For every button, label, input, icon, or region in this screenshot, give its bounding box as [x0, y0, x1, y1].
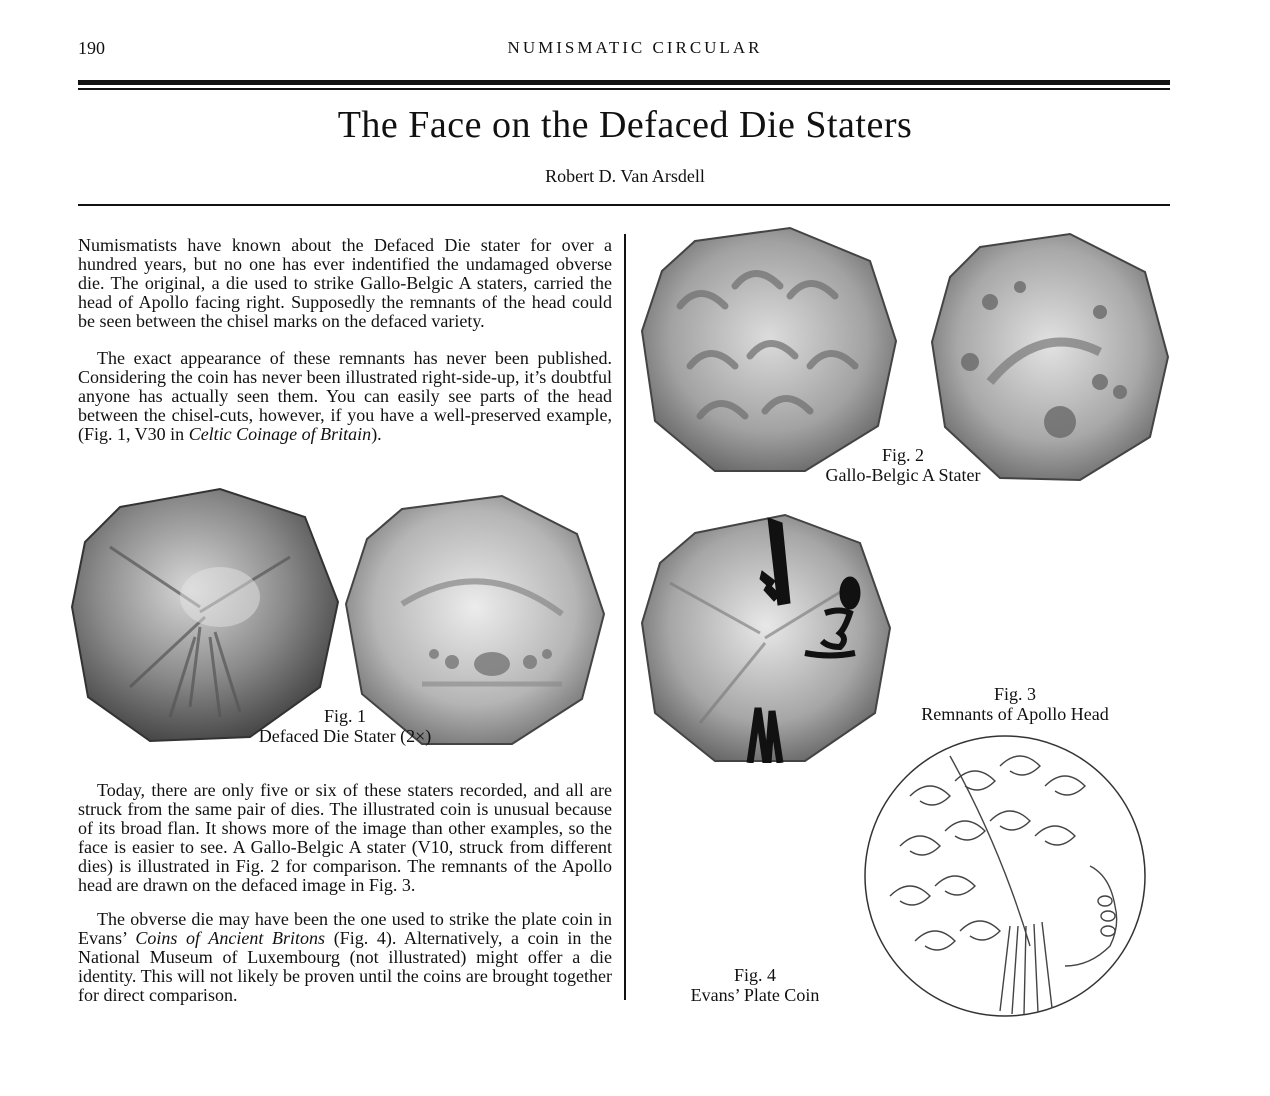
column-divider — [624, 234, 626, 1000]
book-title-coins-ancient-britons: Coins of Ancient Britons — [135, 928, 326, 948]
fig3-label: Fig. 3 — [993, 684, 1036, 704]
paragraph-4: The obverse die may have been the one used to strike the plate coin in Evans’ Coins of Ancient Britons (Fig. 4). Alternatively, a coin in the National Museum of Luxembourg (not illustrated) might offer a die identity. This will not likely be proven until the coins are brought together for direct comparison. — [78, 909, 612, 1005]
paragraph-1: Numismatists have known about the Defaced Die stater for over a hundred years, but no one has ever indentified the undamaged obverse die. The original, a die used to strike Gallo-Belgic A staters, carried the head of Apollo facing right. Supposedly the remnants of the head could be seen between the chisel marks on the defaced variety. — [78, 235, 612, 331]
fig2-caption-text: Gallo-Belgic A Stater — [825, 465, 981, 485]
fig1-caption — [230, 706, 460, 746]
fig4-caption-text: Evans’ Plate Coin — [690, 985, 820, 1005]
fig1-label: Fig. 1 — [323, 706, 366, 726]
header-rule-thin — [78, 88, 1170, 90]
title-rule — [78, 204, 1170, 206]
article-title: The Face on the Defaced Die Staters — [337, 104, 913, 146]
fig3-caption-text: Remnants of Apollo Head — [921, 704, 1109, 724]
fig3-caption — [900, 684, 1130, 724]
book-title-celtic-coinage: Celtic Coinage of Britain — [188, 424, 372, 444]
paragraph-2: The exact appearance of these remnants has never been published. Considering the coin has never been illustrated right-side-up, it’s doubtful anyone has actually seen them. You can easily see parts of the head between the chisel-cuts, however, if you have a well-preserved example, (Fig. 1, V30 in Celtic Coinage of Britain). — [78, 348, 612, 444]
paragraph-3: Today, there are only five or six of these staters recorded, and all are struck from the same pair of dies. The illustrated coin is unusual because of its broad flan. It shows more of the image than other examples, so the face is easier to see. A Gallo-Belgic A stater (V10, struck from different dies) is illustrated in Fig. 2 for comparison. The remnants of the Apollo head are drawn on the defaced image in Fig. 3. — [78, 780, 612, 895]
fig1-coin-obverse — [70, 487, 340, 743]
running-title: NUMISMATIC CIRCULAR — [507, 38, 763, 57]
fig4-drawing — [860, 726, 1150, 1022]
fig1-caption-text: Defaced Die Stater (2×) — [258, 726, 432, 746]
fig2-label: Fig. 2 — [881, 445, 924, 465]
fig2-caption — [800, 445, 1006, 485]
header-rule-thick — [78, 80, 1170, 85]
article-author: Robert D. Van Arsdell — [545, 166, 705, 186]
fig4-label: Fig. 4 — [733, 965, 776, 985]
fig2-coin-obverse — [640, 226, 898, 474]
fig3-annotated-coin — [640, 513, 892, 763]
page-number: 190 — [78, 38, 105, 58]
fig4-caption — [672, 965, 838, 1005]
